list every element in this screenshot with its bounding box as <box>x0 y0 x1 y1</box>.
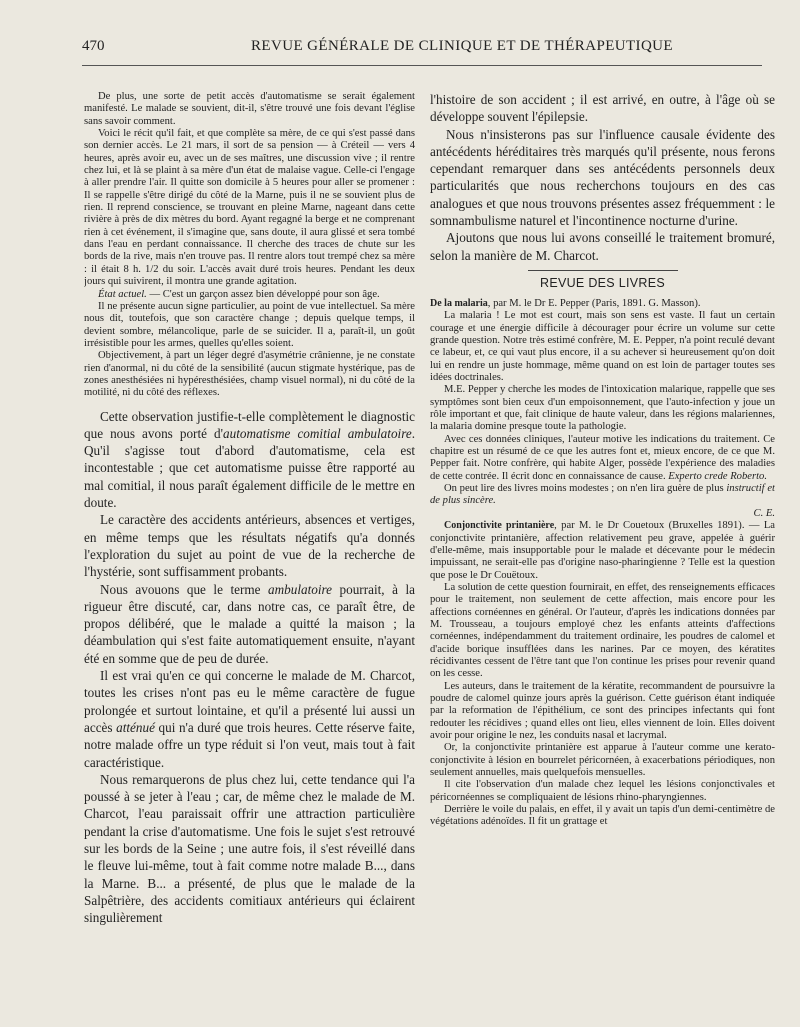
etat-label: État actuel. <box>98 288 147 300</box>
spacer <box>84 400 415 408</box>
header-rule <box>82 65 762 66</box>
paragraph <box>84 289 415 301</box>
paragraph <box>84 408 415 512</box>
text-run: qui n'a duré que trois heures. Cette réserve faite, notre malade offre un type réduit si l'on veut, mais tout à fait caractéristique. <box>84 719 415 770</box>
paragraph: M.E. Pepper y cherche les modes de l'intoxication malarique, rappelle que ses symptômes sont bien ceux d'un empoisonnement, que l'auto-infection y joue un rôle important et que, fait clinique de haute valeur, dans les régions malariennes, la malaria domine presque toute la pathologie. <box>430 384 775 433</box>
book-author: , par M. le Dr E. Pepper (Paris, 1891. G. Masson). <box>487 297 701 309</box>
italic-run: automatisme comitial ambulatoire <box>223 425 412 441</box>
text-run: Il est vrai qu'en ce qui concerne le malade de M. Charcot, toutes les crises n'ont pas eu le même caractère de fugue prolongée et surtout lointaine, et qu'il a présenté lui aussi un accès <box>84 668 415 735</box>
text-run: — La conjonctivite printanière, affection relativement peu grave, appelée à guérir d'elle-même, mais insupportable pour le malade et décevante pour le médecin impuissant, ne serait-elle pas d'origine naso-pharingienne ? Telle est la question que pose le Dr Couëtoux. <box>430 520 775 581</box>
paragraph: Derrière le voile du palais, en effet, il y avait un tapis d'un demi-centimètre de végétations adénoïdes. Il fit un grattage et <box>430 804 775 828</box>
paragraph: l'histoire de son accident ; il est arrivé, en outre, à l'âge où se développe souvent l'épilepsie. <box>430 92 775 125</box>
paragraph <box>84 581 415 667</box>
paragraph: Nous remarquerons de plus chez lui, cette tendance qui l'a poussé à se jeter à l'eau ; car, de même chez le malade de M. Charcot, l'eau paraissait offrir une attraction particulière pendant la crise d'automatisme. Une fois le sujet s'est retrouvé sur les bords de la Seine ; une autre fois, il s'est réveillé dans le fleuve lui-même, tout à fait comme notre malade B..., dans la Marne. B... a présenté, de plus que le malade de la Salpêtrière, des accidents comitiaux antérieurs qui éclairent singulièrement <box>84 771 415 926</box>
paragraph: Objectivement, à part un léger degré d'asymétrie crânienne, je ne constate rien d'anormal, ni du côté de la sensibilité (aucun stigmate hystérique, pas de zones anesthésiées ni hypéresthésiées, champ visuel normal), ni du côté de la motilité, ni du côté des réflexes. <box>84 350 415 399</box>
paragraph <box>84 667 415 771</box>
text-run: Nous avouons que le terme <box>100 581 269 597</box>
section-rule <box>528 270 678 271</box>
paragraph <box>430 483 775 508</box>
paragraph: La solution de cette question fournirait, en effet, des renseignements efficaces pour le traitement, non seulement de cette affection, mais encore pour les affections cornéennes en général. Or l'auteur, d'après les indications données par M. Trousseau, a toujours employé chez les enfants atteints d'affections cornéennes, indépendamment du traitement ordinaire, les poudres de calomel et d'acide borique insufflées dans les narines. Par ce moyen, des kératites récidivantes cessent de l'être tant que l'on continue les prises pour revenir quand on les cesse. <box>430 581 775 680</box>
paragraph: Ajoutons que nous lui avons conseillé le traitement bromuré, selon la manière de M. Charcot. <box>430 230 775 263</box>
etat-text: — C'est un garçon assez bien développé pour son âge. <box>146 288 380 300</box>
text-run: Avec ces données cliniques, l'auteur motive les indications du traitement. Ce chapitre est un résumé de ce que les autres font et, mieux encore, de ce que M. Pepper fait. Notre confrère, qui habite Alger, possède l'expérience des maladies de cette contrée. Il écrit donc en connaissance de cause. <box>430 433 775 482</box>
page-number: 470 <box>82 38 105 54</box>
paragraph <box>430 434 775 483</box>
paragraph: Le caractère des accidents antérieurs, absences et vertiges, en même temps que les résultats négatifs qu'a donnés l'exploration du sujet au point de vue de la recherche de l'hystérie, sont suffisamment probants. <box>84 512 415 580</box>
italic-run: ambulatoire <box>268 581 332 597</box>
italic-run: Experto crede Roberto. <box>668 470 767 482</box>
text-run: pourrait, à la rigueur être discuté, car, dans notre cas, ce paraît être, de propos délibéré, que le malade a quitté la maison ; la déambulation qui s'est faite automatiquement ensuite, n'ayant été en somme que de peu de durée. <box>84 581 415 666</box>
paragraph: La malaria ! Le mot est court, mais son sens est vaste. Il faut un certain courage et une énergie difficile à décourager pour écrire un volume sur cette grande question. Notre très estimé confrère, M. E. Pepper, n'a point reculé devant ce labeur, et, ce qui vaut plus encore, il a su achever si heureusement qu'on doit lui en rendre un juste hommage, même quand on est loin de partager toutes ses idées doctrinales. <box>430 310 775 384</box>
book-review-entry <box>430 298 775 310</box>
running-title: REVUE GÉNÉRALE DE CLINIQUE ET DE THÉRAPEUTIQUE <box>251 38 673 54</box>
book-author: , par M. le Dr Couetoux (Bruxelles 1891). <box>554 520 745 532</box>
book-title: De la malaria <box>430 297 488 309</box>
book-title: Conjonctivite printanière <box>444 520 555 532</box>
text-run: Cette observation justifie-t-elle complètement le diagnostic que nous avons porté d' <box>84 408 415 441</box>
paragraph: De plus, une sorte de petit accès d'automatisme se serait également manifesté. Le malade se souvient, dit-il, s'être trouvé une fois devant l'église sans savoir comment. <box>84 91 415 127</box>
italic-run: atténué <box>116 719 155 735</box>
paragraph: Il cite l'observation d'un malade chez lequel les lésions conjonctivales et péricornéennes se compliquaient de lésions rhino-pharyngiennes. <box>430 779 775 803</box>
left-column <box>84 91 415 1021</box>
section-title: REVUE DES LIVRES <box>540 275 665 290</box>
running-header <box>82 38 762 60</box>
paragraph: Voici le récit qu'il fait, et que complète sa mère, de ce qui s'est passé dans son dernier accès. Le 21 mars, il sort de sa pension — à Créteil — vers 4 heures, après avoir eu, avec un de ses maîtres, une discussion vive ; il rentre chez lui, et là se plaint à sa mère d'un état de malaise vague. Celle-ci l'engage à aller prendre l'air. Il quitte son domicile à 5 heures pour aller se promener : Il se rappelle s'être dirigé du côté de la Marne, puis il ne se souvient plus de rien. Il reprend conscience, se trouvant en pleine Marne, nageant dans cette rivière à près de dix mètres du bord. Ayant regagné la berge et ne comprenant rien à cet événement, il s'imagine que, sans doute, il aura glissé et sera tombé dans l'eau en perdant connaissance. Il cherche des traces de chute sur les bords de la rive, mais n'en trouve pas. Il rentre alors tout trempé chez sa mère : il était 8 h. 1/2 du soir. L'accès avait duré trois heures. Pendant les deux jours qui suivirent, il montra une grande agitation. <box>84 128 415 288</box>
paragraph: Or, la conjonctivite printanière est apparue à l'auteur comme une kerato-conjonctivite à lésion en bourrelet péricornéen, à exacerbations périodiques, non seulement annuelles, mais quelquefois mensuelles. <box>430 742 775 779</box>
right-column <box>430 91 775 1021</box>
book-review-entry <box>430 520 775 582</box>
paragraph: Nous n'insisterons pas sur l'influence causale évidente des antécédents héréditaires très marqués qu'il présente, nous ferons cependant remarquer dans ses antécédents personnels deux particularités que nous recherchons toujours en des cas analogues et que nous trouvons présentes assez fréquemment : le somnambulisme naturel et l'incontinence nocturne d'urine. <box>430 126 775 229</box>
paragraph: Il ne présente aucun signe particulier, au point de vue intellectuel. Sa mère nous dit, toutefois, que son caractère change ; depuis quelque temps, il devient sombre, mélancolique, parle de se suicider. Il a, paraît-il, un goût irrésistible pour les armes, quelles qu'elles soient. <box>84 300 415 349</box>
text-run: . Qu'il s'agisse tout d'abord d'automatisme, cela est incontestable ; que cet automatisme puisse être rapporté au mal comitial, il nous paraît également difficile de le mettre en doute. <box>84 425 415 511</box>
review-signature: C. E. <box>753 507 775 519</box>
italic-run: instructif et de plus sincère. <box>430 483 775 507</box>
paragraph: Les auteurs, dans le traitement de la kératite, recommandent de poursuivre la poudre de calomel quinze jours après la guérison. Cette guérison étant indiquée par la reformation de l'épithélium, ce sont des principes infectants qui font redouter les récidives ; quand elles ont lieu, elles viennent de loin. Elles doivent avoir pour origine le nez, les conduits nasal et lacrymal. <box>430 680 775 741</box>
text-run: On peut lire des livres moins modestes ; on n'en lira guère de plus <box>444 483 727 495</box>
